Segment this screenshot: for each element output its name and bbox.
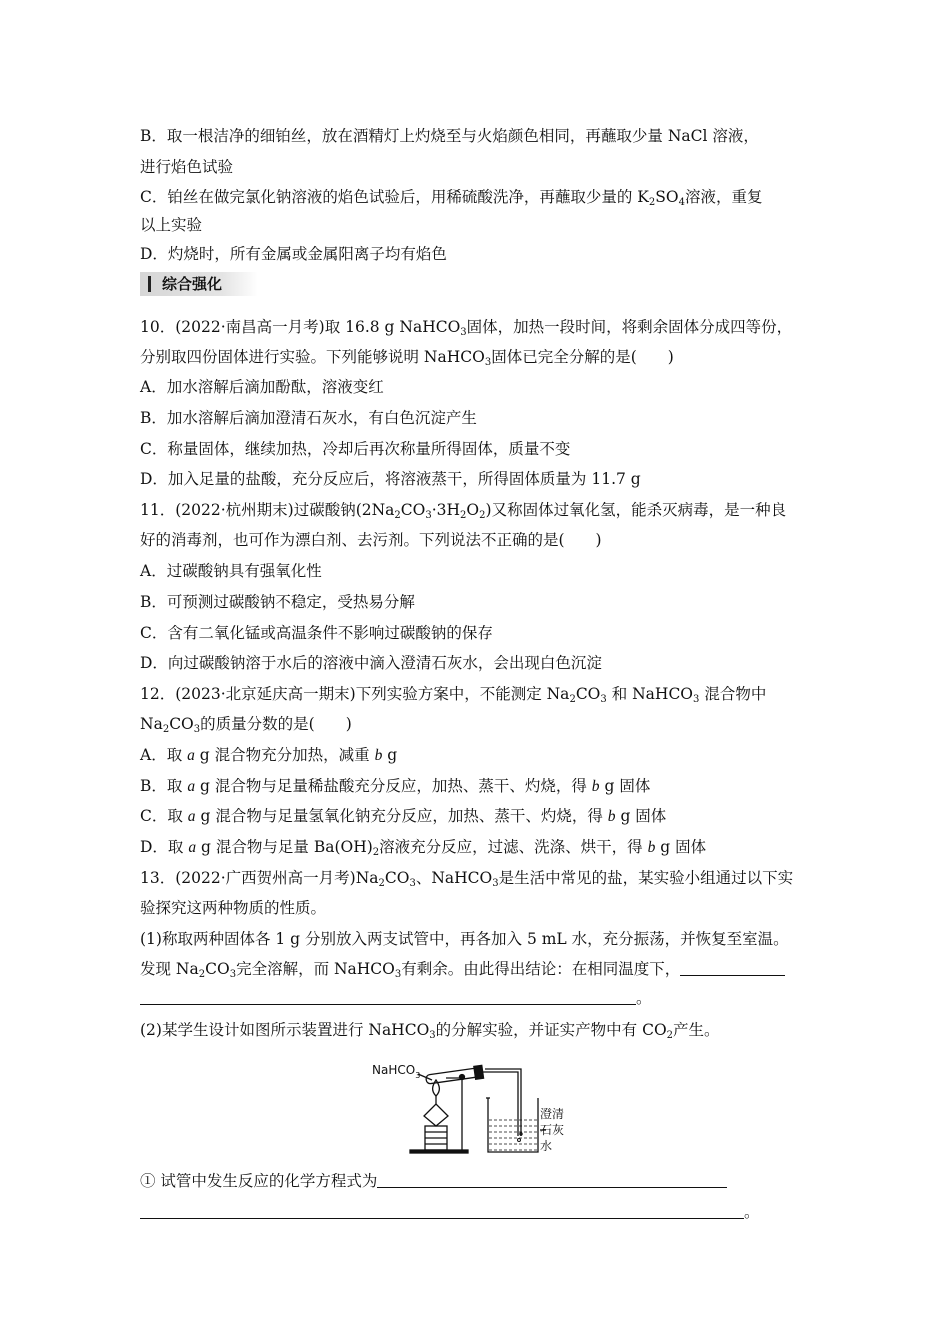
q9-option-b-line1: B．取一根洁净的细铂丝，放在酒精灯上灼烧至与火焰颜色相同，再蘸取少量 NaCl 溶液， [140,127,759,145]
q12-option-a: A．取 a g 混合物充分加热，减重 b g [140,746,398,764]
q11-stem-line2: 好的消毒剂，也可作为漂白剂、去污剂。下列说法不正确的是( ) [140,531,602,549]
q12-stem-line1: 12．(2023·北京延庆高一期末)下列实验方案中，不能测定 $Na_2CO_3$ 和 NaHCO$_3$ 混合物中 [140,685,767,705]
q12-option-d: D．取 a g 混合物与足量 $Ba(OH)_2$溶液充分反应，过滤、洗涤、烘干，得 b g 固体 [140,838,707,858]
water-label-2: 石灰 [540,1123,565,1137]
q11-stem-line1: 11．(2022·杭州期末)过碳酸钠$(2Na_2CO_3\cdot 3H_2O_2)$又称固体过氧化氢，能杀灭病毒，是一种良 [140,501,787,521]
section-header [140,272,258,296]
limewater-liquid [489,1120,537,1150]
alcohol-lamp [424,1104,448,1126]
answer-blank[interactable] [140,988,636,1005]
q13-part2-stem: (2)某学生设计如图所示装置进行 NaHCO$_3$的分解实验，并证实产物中有 $CO_2$产生。 [140,1021,720,1041]
q10-option-c: C．称量固体，继续加热，冷却后再次称量所得固体，质量不变 [140,440,571,458]
q13-part1-line3: 。 [140,988,652,1008]
q9-option-c-line2: 以上实验 [140,216,203,234]
apparatus-diagram [368,1058,583,1158]
q11-option-b: B．可预测过碳酸钠不稳定，受热易分解 [140,593,415,611]
q10-option-a: A．加水溶解后滴加酚酞，溶液变红 [140,378,384,396]
q11-option-d: D．向过碳酸钠溶于水后的溶液中滴入澄清石灰水，会出现白色沉淀 [140,654,602,672]
q10-stem-line2: 分别取四份固体进行实验。下列能够说明 NaHCO$_3$固体已完全分解的是( ) [140,348,674,368]
water-label-1: 澄清 [540,1107,565,1121]
q11-option-a: A．过碳酸钠具有强氧化性 [140,562,322,580]
q10-option-d: D．加入足量的盐酸，充分反应后，将溶液蒸干，所得固体质量为 11.7 g [140,470,641,488]
q13-part1-line1: (1)称取两种固体各 1 g 分别放入两支试管中，再各加入 5 mL 水，充分振荡，并恢复至室温。 [140,930,789,948]
apparatus-figure [368,1058,583,1158]
answer-blank[interactable] [140,1202,744,1219]
test-tube [425,1065,483,1086]
q10-stem-line1: 10．(2022·南昌高一月考)取 16.8 g NaHCO$_3$固体，加热一段时间，将剩余固体分成四等份， [140,318,793,338]
answer-blank[interactable] [680,959,785,976]
section-marker-bar [148,276,151,292]
reagent-label: NaHCO$_3$ [372,1063,421,1080]
q12-stem-line2: $Na_2CO_3$的质量分数的是( ) [140,715,352,735]
q13-stem-line1: 13．(2022·广西贺州高一月考)$Na_2CO_3$、NaHCO$_3$是生活中常见的盐，某实验小组通过以下实 [140,869,794,889]
q13-part1-line2: 发现 $Na_2CO_3$完全溶解，而 NaHCO$_3$有剩余。由此得出结论：在相同温度下， [140,959,785,979]
q9-option-c-line1: C．铂丝在做完氯化钠溶液的焰色试验后，用稀硫酸洗净，再蘸取少量的 $K_2SO_4$溶液，重复 [140,188,763,208]
q13-stem-line2: 验探究这两种物质的性质。 [140,899,327,917]
q13-part2-question1-line2: 。 [140,1202,760,1222]
q9-option-d: D．灼烧时，所有金属或金属阳离子均有焰色 [140,245,447,263]
water-label-3: 水 [540,1139,553,1153]
q9-option-b-line2: 进行焰色试验 [140,158,234,176]
q11-option-c: C．含有二氧化锰或高温条件不影响过碳酸钠的保存 [140,624,493,642]
answer-blank[interactable] [377,1171,727,1188]
q10-option-b: B．加水溶解后滴加澄清石灰水，有白色沉淀产生 [140,409,477,427]
q12-option-b: B．取 a g 混合物与足量稀盐酸充分反应，加热、蒸干、灼烧，得 b g 固体 [140,777,651,795]
q12-option-c: C．取 a g 混合物与足量氢氧化钠充分反应，加热、蒸干、灼烧，得 b g 固体 [140,807,667,825]
section-title: 综合强化 [162,275,223,293]
q13-part2-question1: ① 试管中发生反应的化学方程式为 [140,1171,727,1191]
